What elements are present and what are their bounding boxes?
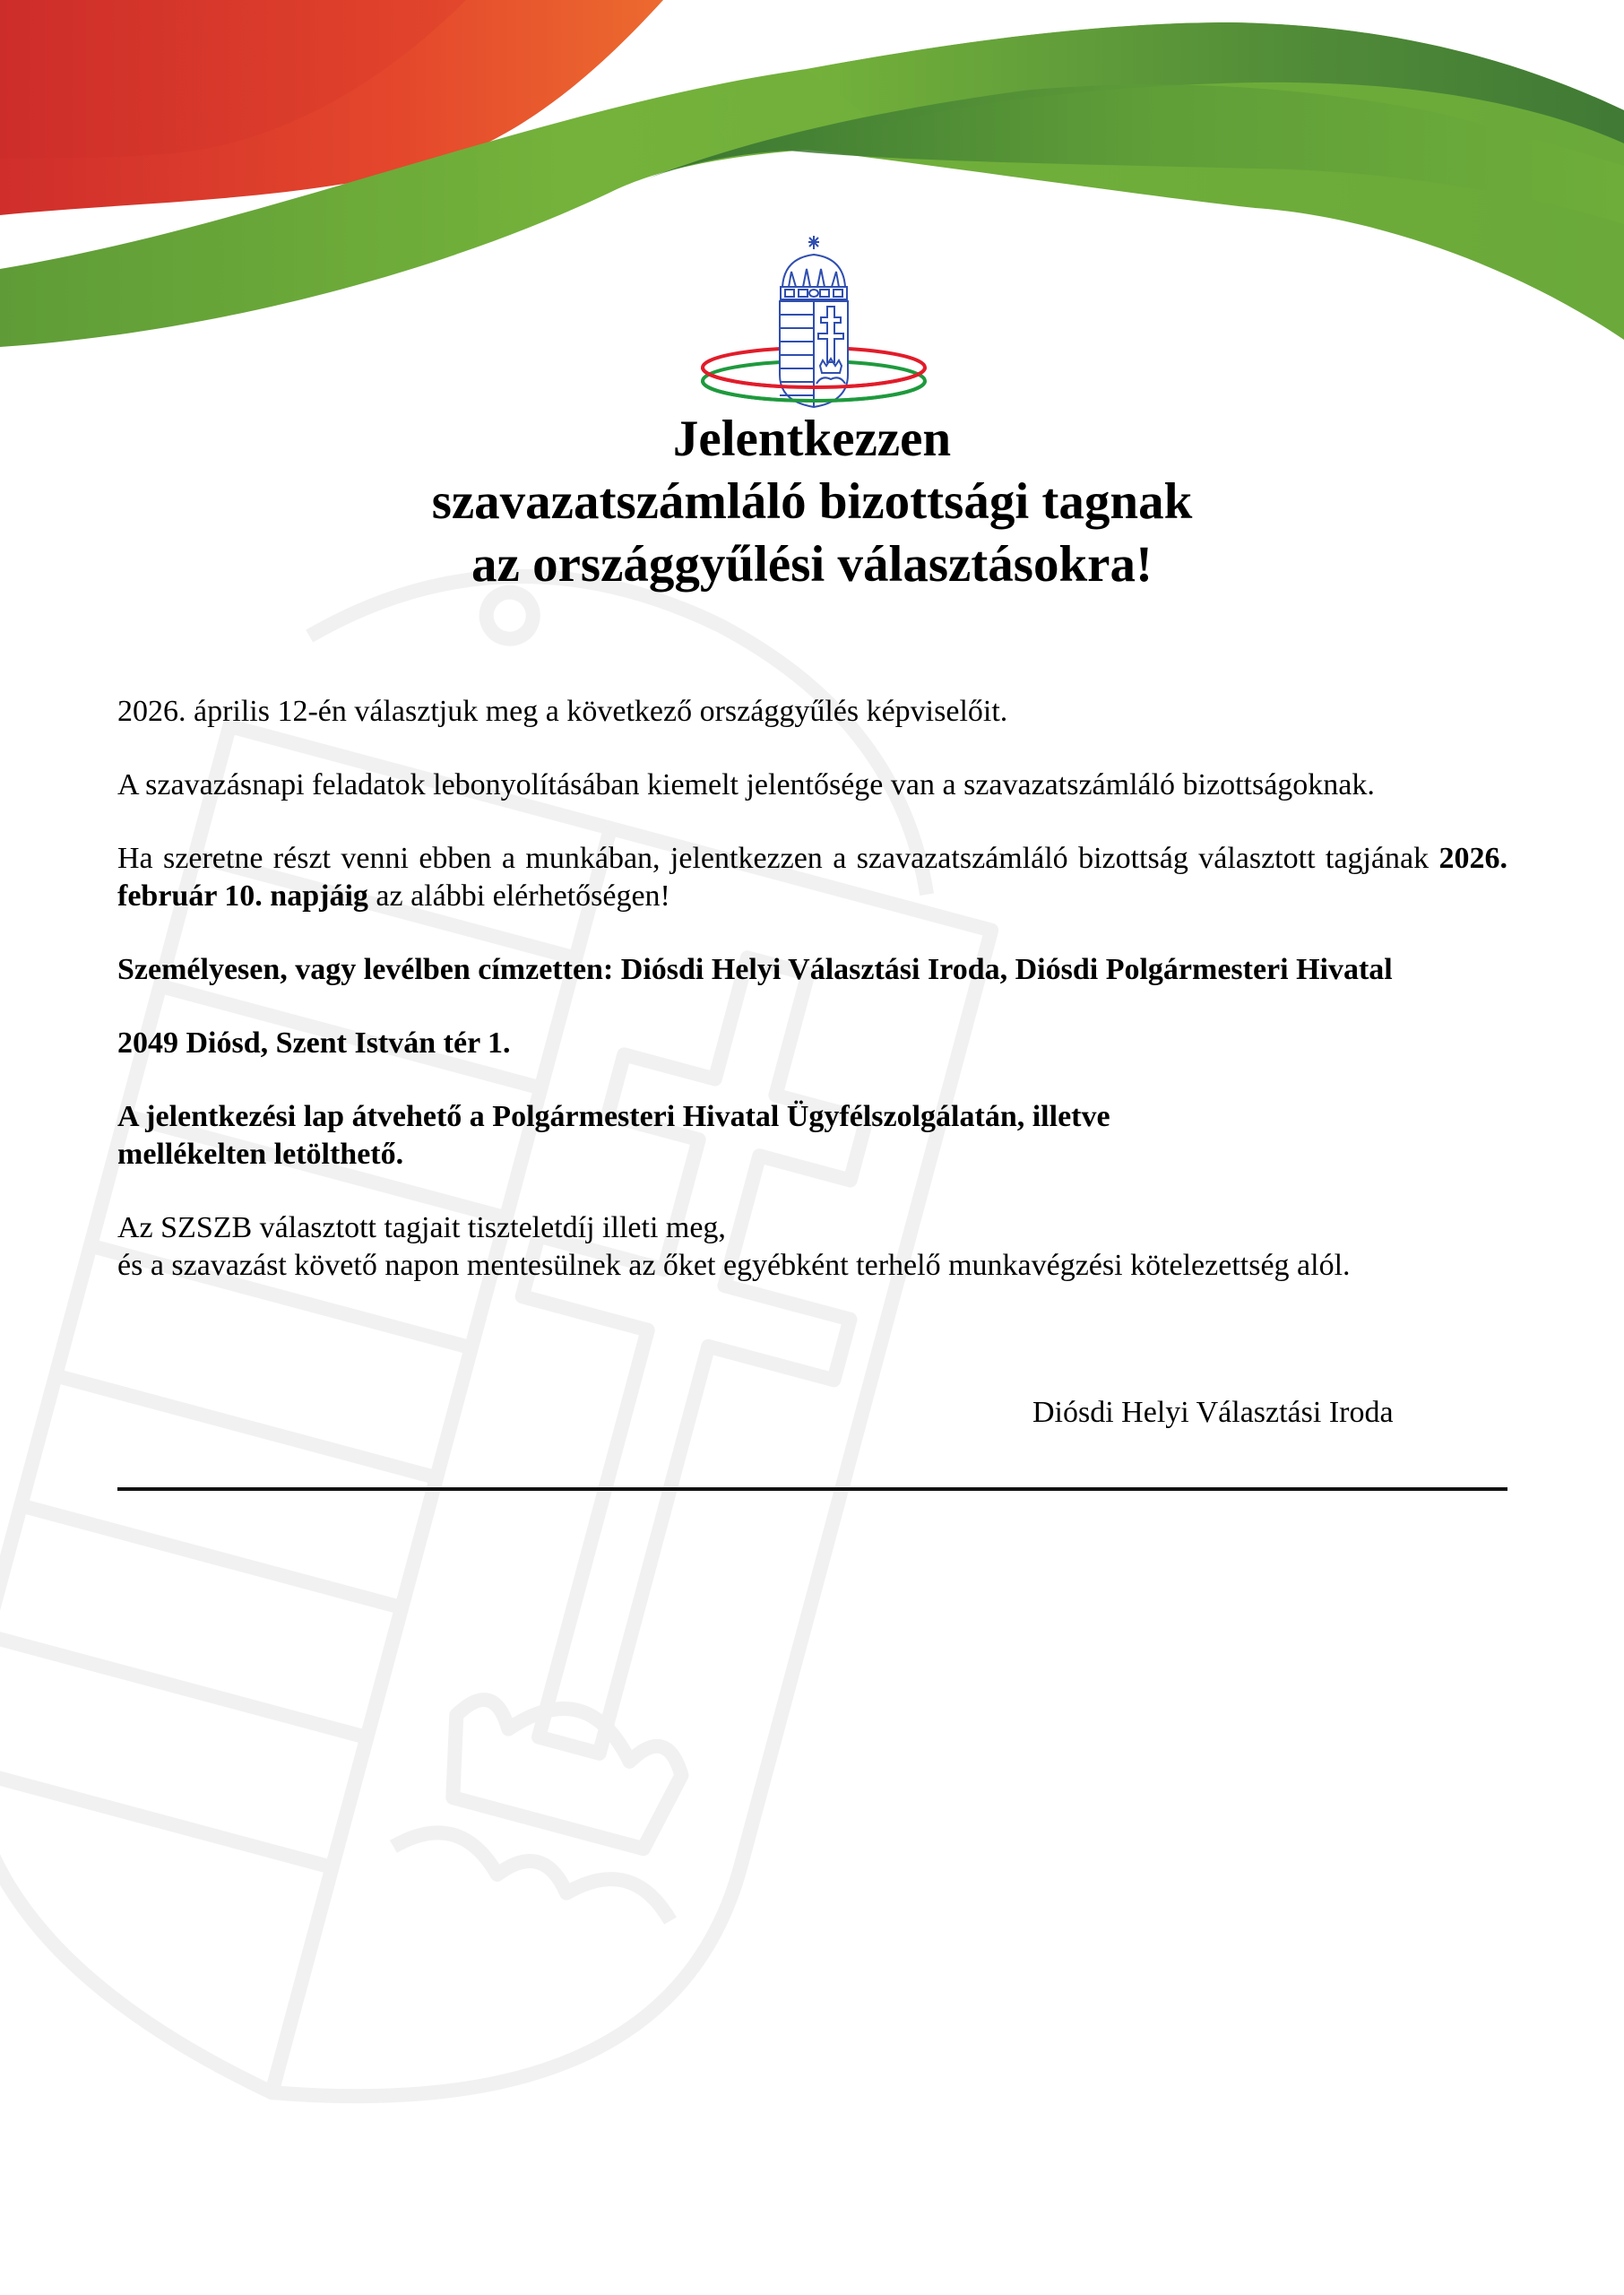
form-availability-line-1: A jelentkezési lap átvehető a Polgármesteri Hivatal Ügyfélszolgálatán, illetve	[117, 1100, 1110, 1133]
page-title	[0, 408, 1624, 596]
paragraph-election-date: 2026. április 12-én választjuk meg a következő országgyűlés képviselőit.	[117, 695, 1008, 728]
paragraph-address: 2049 Diósd, Szent István tér 1.	[117, 1026, 511, 1060]
body-text	[117, 693, 1507, 1321]
watermark-small-crown	[436, 1680, 691, 1853]
crest-shield	[780, 236, 848, 407]
paragraph-contact-office: Személyesen, vagy levélben címzetten: Diósdi Helyi Választási Iroda, Diósdi Polgármesteri Hivatal	[117, 953, 1393, 986]
horizontal-rule-divider	[117, 1487, 1507, 1491]
deadline-intro: Ha szeretne részt venni ebben a munkában, jelentkezzen a szavazatszámláló bizottság választott tagjának	[117, 842, 1439, 875]
compensation-line-1: Az SZSZB választott tagjait tiszteletdíj illeti meg,	[117, 1211, 726, 1244]
paragraph-compensation	[117, 1209, 1507, 1285]
compensation-line-2: és a szavazást követő napon mentesülnek az őket egyébként terhelő munkavégzési kötelezettség alól.	[117, 1249, 1351, 1282]
paragraph-apply-deadline	[117, 840, 1507, 915]
title-line-3: az országgyűlési választásokra!	[471, 536, 1153, 593]
form-availability-line-2: mellékelten letölthető.	[117, 1138, 404, 1171]
paragraph-importance: A szavazásnapi feladatok lebonyolításában kiemelt jelentősége van a szavazatszámláló bizottságoknak.	[117, 768, 1375, 801]
title-line-1: Jelentkezzen	[672, 411, 952, 467]
deadline-date: 2026. február 10. napjáig	[117, 842, 1507, 913]
paragraph-form-availability	[117, 1098, 1507, 1173]
signature: Diósdi Helyi Választási Iroda	[1032, 1396, 1394, 1429]
title-line-2: szavazatszámláló bizottsági tagnak	[431, 473, 1193, 530]
coat-of-arms-emblem	[695, 231, 933, 409]
deadline-outro: az alábbi elérhetőségen!	[367, 879, 670, 913]
